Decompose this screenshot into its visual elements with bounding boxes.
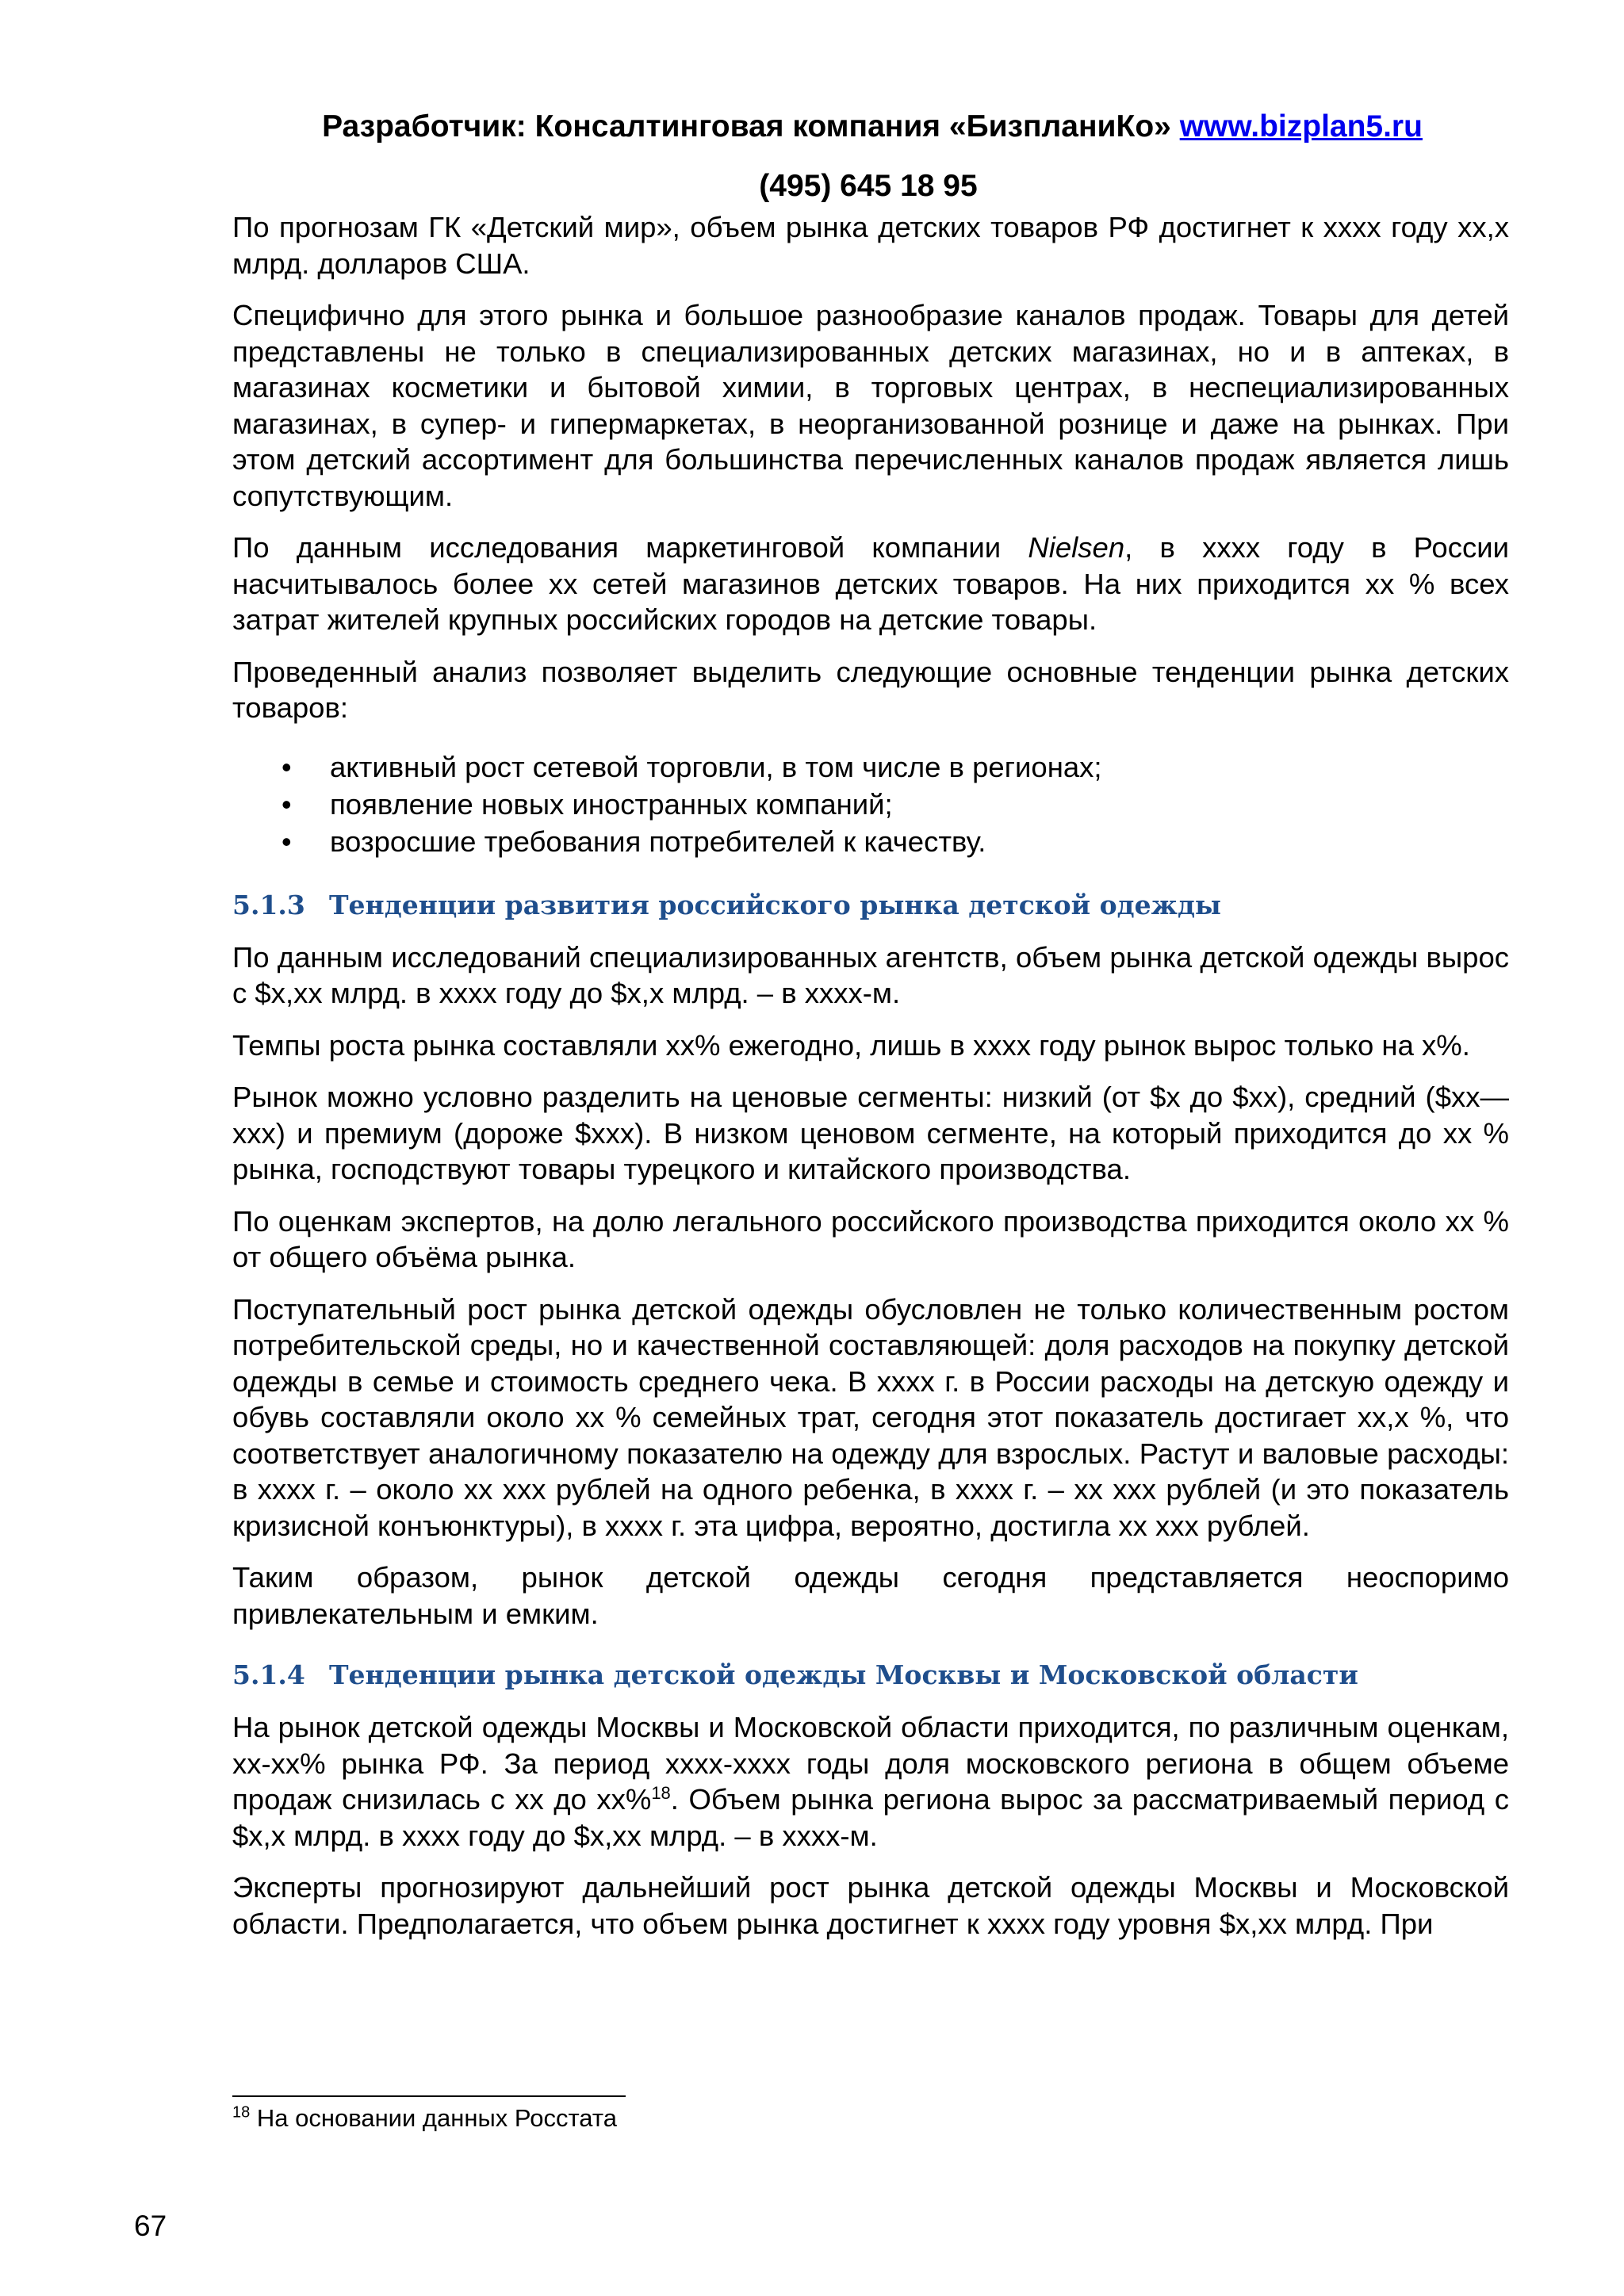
paragraph-conclusion: Таким образом, рынок детской одежды сегодня представляется неоспоримо привлекательным и емким. [232, 1561, 1509, 1630]
section-number: 5.1.4 [232, 1659, 305, 1690]
list-item: • возросшие требования потребителей к качеству. [232, 823, 1509, 860]
list-item: • активный рост сетевой торговли, в том числе в регионах; [232, 748, 1509, 786]
section-heading-5-1-4 [232, 1659, 1509, 1692]
footnote-text: На основании данных Росстата [250, 2104, 617, 2132]
paragraph-trends-intro: Проведенный анализ позволяет выделить следующие основные тенденции рынка детских товаров: [232, 655, 1509, 724]
paragraph-moscow-forecast: Эксперты прогнозируют дальнейший рост рынка детской одежды Москвы и Московской области. Предполагается, что объем рынка достигнет к хххх году уровня $х,хх млрд. При [232, 1871, 1509, 1940]
nielsen-text-after: , в хххх году в России насчитывалось более хх сетей магазинов детских товаров. На них приходится хх % всех затрат жителей крупных российских городов на детские товары. [232, 531, 1509, 636]
paragraph-moscow-share [232, 1709, 1509, 1854]
footnote-reference[interactable]: 18 [651, 1782, 671, 1803]
section-number: 5.1.3 [232, 889, 305, 920]
moscow-text-before: На рынок детской одежды Москвы и Московской области приходится, по различным оценкам, хх-хх% рынка РФ. За период хххх-хххх годы доля московского региона в общем объеме продаж снизилась с хх до хх% [232, 1711, 1509, 1816]
trends-list [232, 748, 1509, 860]
nielsen-company-name: Nielsen [1028, 531, 1125, 564]
footnote-number: 18 [232, 2103, 251, 2122]
paragraph-growth-drivers: Поступательный рост рынка детской одежды обусловлен не только количественным ростом потребительской среды, но и качественной составляющей: доля расходов на покупку детской одежды в семье и стоимость среднего чека. В хххх г. в России расходы на детскую одежду и обувь составляли около хх % семейных трат, сегодня этот показатель достигает хх,х %, что соответствует аналогичному показателю на одежду для взрослых. Растут и валовые расходы: в хххх г. – около хх ххх рублей на одного ребенка, в хххх г. – хх ххх рублей (и это показатель кризисной конъюнктуры), в хххх г. эта цифра, вероятно, достигла хх ххх рублей. [232, 1292, 1509, 1542]
moscow-text-after: . Объем рынка региона вырос за рассматриваемый период с $х,х млрд. в хххх году до $х,хх млрд. – в хххх-м. [232, 1783, 1509, 1852]
paragraph-nielsen [232, 530, 1509, 638]
footnote-divider [232, 2095, 626, 2097]
header-phone: (495) 645 18 95 [759, 169, 978, 203]
header-developer-text: Разработчик: Консалтинговая компания «БизпланиКо» [322, 109, 1180, 144]
paragraph-sales-channels: Специфично для этого рынка и большое разнообразие каналов продаж. Товары для детей представлены не только в специализированных детских магазинах, но и в аптеках, в магазинах косметики и бытовой химии, в торговых центрах, в неспециализированных магазинах, в супер- и гипермаркетах, в неорганизованной рознице и даже на рынках. При этом детский ассортимент для большинства перечисленных каналов продаж является лишь сопутствующим. [232, 299, 1509, 512]
website-link[interactable]: www.bizplan5.ru [1179, 109, 1423, 144]
section-title: Тенденции развития российского рынка детской одежды [329, 889, 1222, 920]
paragraph-market-volume: По данным исследований специализированных агентств, объем рынка детской одежды вырос с $х,хх млрд. в хххх году до $х,х млрд. – в хххх-м. [232, 940, 1509, 1009]
paragraph-domestic-production: По оценкам экспертов, на долю легального российского производства приходится около хх % от общего объёма рынка. [232, 1204, 1509, 1273]
list-item: • появление новых иностранных компаний; [232, 786, 1509, 823]
paragraph-growth-rate: Темпы роста рынка составляли хх% ежегодно, лишь в хххх году рынок вырос только на х%. [232, 1028, 1470, 1062]
section-heading-5-1-3 [232, 889, 1509, 922]
nielsen-text-before: По данным исследования маркетинговой компании [232, 531, 1028, 564]
footnote [232, 2103, 617, 2134]
page-header [0, 109, 1624, 144]
page-number: 67 [134, 2210, 167, 2242]
page-body [232, 209, 1509, 1957]
paragraph-price-segments: Рынок можно условно разделить на ценовые сегменты: низкий (от $х до $хх), средний ($хх—ххх) и премиум (дороже $ххх). В низком ценовом сегменте, на который приходится до хх % рынка, господствуют товары турецкого и китайского производства. [232, 1081, 1509, 1185]
paragraph-market-forecast: По прогнозам ГК «Детский мир», объем рынка детских товаров РФ достигнет к хххх году хх,х млрд. долларов США. [232, 211, 1509, 280]
section-title: Тенденции рынка детской одежды Москвы и Московской области [329, 1659, 1358, 1690]
